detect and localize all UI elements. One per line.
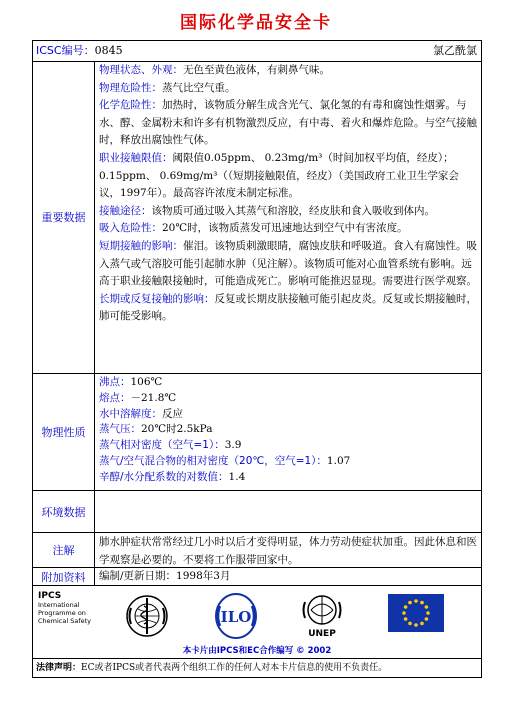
unep-text: UNEP [308, 629, 336, 639]
icsc-value: 0845 [94, 44, 123, 57]
item-key: 水中溶解度： [99, 407, 162, 420]
section-label: 环境数据 [33, 491, 95, 532]
section-content: 编制/更新日期：1998年3月 [99, 570, 231, 582]
eu-star-icon [404, 617, 408, 621]
eu-star-icon [402, 611, 406, 615]
item-key: 沸点： [99, 376, 131, 388]
item-value: 加热时，该物质分解生成含光气、氯化氢的有毒和腐蚀性烟雾。与水、醇、金属粉末和许多有机物激烈反应，有中毒、着火和爆炸危险。与空气接触时，释放出腐蚀性气体。 [99, 99, 477, 147]
item-key: 蒸气压： [99, 423, 141, 436]
svg-text:ILO: ILO [220, 608, 252, 626]
item-value: 106℃ [130, 376, 163, 388]
legal-label: 法律声明： [36, 663, 82, 673]
data-item [99, 238, 478, 291]
footer-logos [33, 586, 481, 659]
item-key: 吸入危险性： [99, 222, 162, 235]
eu-star-icon [420, 622, 424, 626]
item-key: 职业接触限值： [99, 151, 173, 164]
section-content [96, 61, 481, 373]
card-title: 国际化学品安全卡 [180, 13, 332, 33]
item-key: 短期接触的影响： [99, 239, 183, 252]
chemical-name: 氯乙酰氯 [433, 44, 477, 57]
item-value: 无色至黄色液体，有刺鼻气味。 [183, 64, 330, 76]
item-key: 化学危险性： [99, 99, 162, 112]
item-value: 反应 [162, 407, 183, 420]
item-key: 蒸气相对密度（空气=1）： [99, 439, 225, 452]
eu-star-icon [414, 599, 418, 603]
item-key: 辛醇/水分配系数的对数值： [99, 470, 229, 483]
eu-star-icon [425, 617, 429, 621]
data-item [99, 391, 478, 407]
section-content [96, 491, 481, 532]
data-item [99, 203, 478, 221]
section-label: 物理性质 [33, 374, 95, 490]
ipcs-title: IPCS [38, 591, 62, 601]
data-item [99, 150, 478, 203]
ipcs-line: Programme on [38, 609, 86, 617]
section-content: 肺水肿症状常常经过几小时以后才变得明显，体力劳动使症状加重。因此休息和医学观察是必要的。不要将工作服带回家中。 [99, 536, 477, 566]
item-key: 物理状态、外观： [99, 64, 183, 76]
data-item [99, 407, 478, 423]
data-item [99, 62, 478, 80]
data-item [99, 291, 478, 326]
legal-statement [36, 661, 387, 675]
eu-star-icon [426, 611, 430, 615]
item-value: 20℃时，该物质蒸发可迅速地达到空气中有害浓度。 [162, 222, 408, 235]
item-value: 1.07 [326, 454, 351, 467]
item-value: －21.8℃ [130, 391, 177, 404]
data-item [99, 454, 478, 470]
eu-star-icon [425, 605, 429, 609]
card-header [33, 41, 481, 62]
item-value: 催泪。该物质刺激眼睛，腐蚀皮肤和呼吸道。食入有腐蚀性。吸入蒸气或气溶胶可能引起肺水肿（见注解）。该物质可能对心血管系统有影响。远高于职业接触限接触时，可能造成死亡。影响可能推迟显现。需要进行医学观察。 [99, 239, 477, 288]
data-item [99, 220, 478, 238]
eu-star-icon [404, 605, 408, 609]
item-value: 20℃时2.5kPa [141, 423, 213, 436]
item-value: 1.4 [228, 470, 246, 483]
eu-star-icon [414, 623, 418, 627]
data-item [99, 470, 478, 486]
item-key: 蒸气/空气混合物的相对密度（20℃，空气=1）： [99, 454, 327, 467]
eu-star-icon [408, 601, 412, 605]
unep-logo-icon [297, 590, 347, 640]
data-item [99, 80, 478, 98]
eu-star-icon [408, 622, 412, 626]
item-key: 接触途径： [99, 204, 152, 217]
ipcs-logo [38, 592, 91, 625]
item-key: 熔点： [99, 391, 131, 404]
data-item [99, 97, 478, 150]
item-value: 阈限值0.05ppm、 0.23mg/m³（时间加权平均值，经皮）；0.15ppm、 0.69mg/m³（（短期接触限值，经皮）（美国政府工业卫生学家会议，1997年）。最高容许浓度未制定标准。 [99, 151, 459, 200]
section-physical [33, 374, 481, 491]
section-extra [33, 568, 481, 586]
eu-star-icon [420, 601, 424, 605]
who-logo-icon [125, 594, 169, 638]
data-item [99, 438, 478, 454]
item-value: 蒸气比空气重。 [162, 81, 236, 94]
credit-line: 本卡片由IPCS和EC合作编写 © 2002 [182, 646, 332, 656]
section-label: 附加资料 [33, 568, 95, 585]
section-notes [33, 533, 481, 568]
item-value: 该物质可通过吸入其蒸气和溶胶，经皮肤和食入吸收到体内。 [151, 204, 435, 217]
section-content [96, 374, 481, 490]
ipcs-line: International [38, 601, 80, 609]
section-environment [33, 491, 481, 533]
icsc-label: ICSC编号： [36, 44, 95, 57]
legal-text: EC或者IPCS或者代表两个组织工作的任何人对本卡片信息的使用不负责任。 [81, 663, 388, 673]
ipcs-line: Chemical Safety [38, 617, 92, 625]
item-key: 长期或反复接触的影响： [99, 292, 215, 305]
item-key: 物理危险性： [99, 81, 162, 94]
item-value: 3.9 [224, 439, 242, 452]
safety-card [32, 40, 482, 678]
ilo-logo-icon [213, 592, 259, 640]
section-label: 注解 [33, 533, 95, 567]
section-important [33, 61, 481, 374]
data-item [99, 422, 478, 438]
eu-flag-icon [388, 594, 444, 632]
icsc-number [36, 41, 123, 61]
section-label: 重要数据 [33, 61, 95, 373]
item-value: 反复或长期皮肤接触可能引起皮炎。反复或长期接触时，肺可能受影响。 [99, 292, 477, 323]
data-item [99, 375, 478, 391]
